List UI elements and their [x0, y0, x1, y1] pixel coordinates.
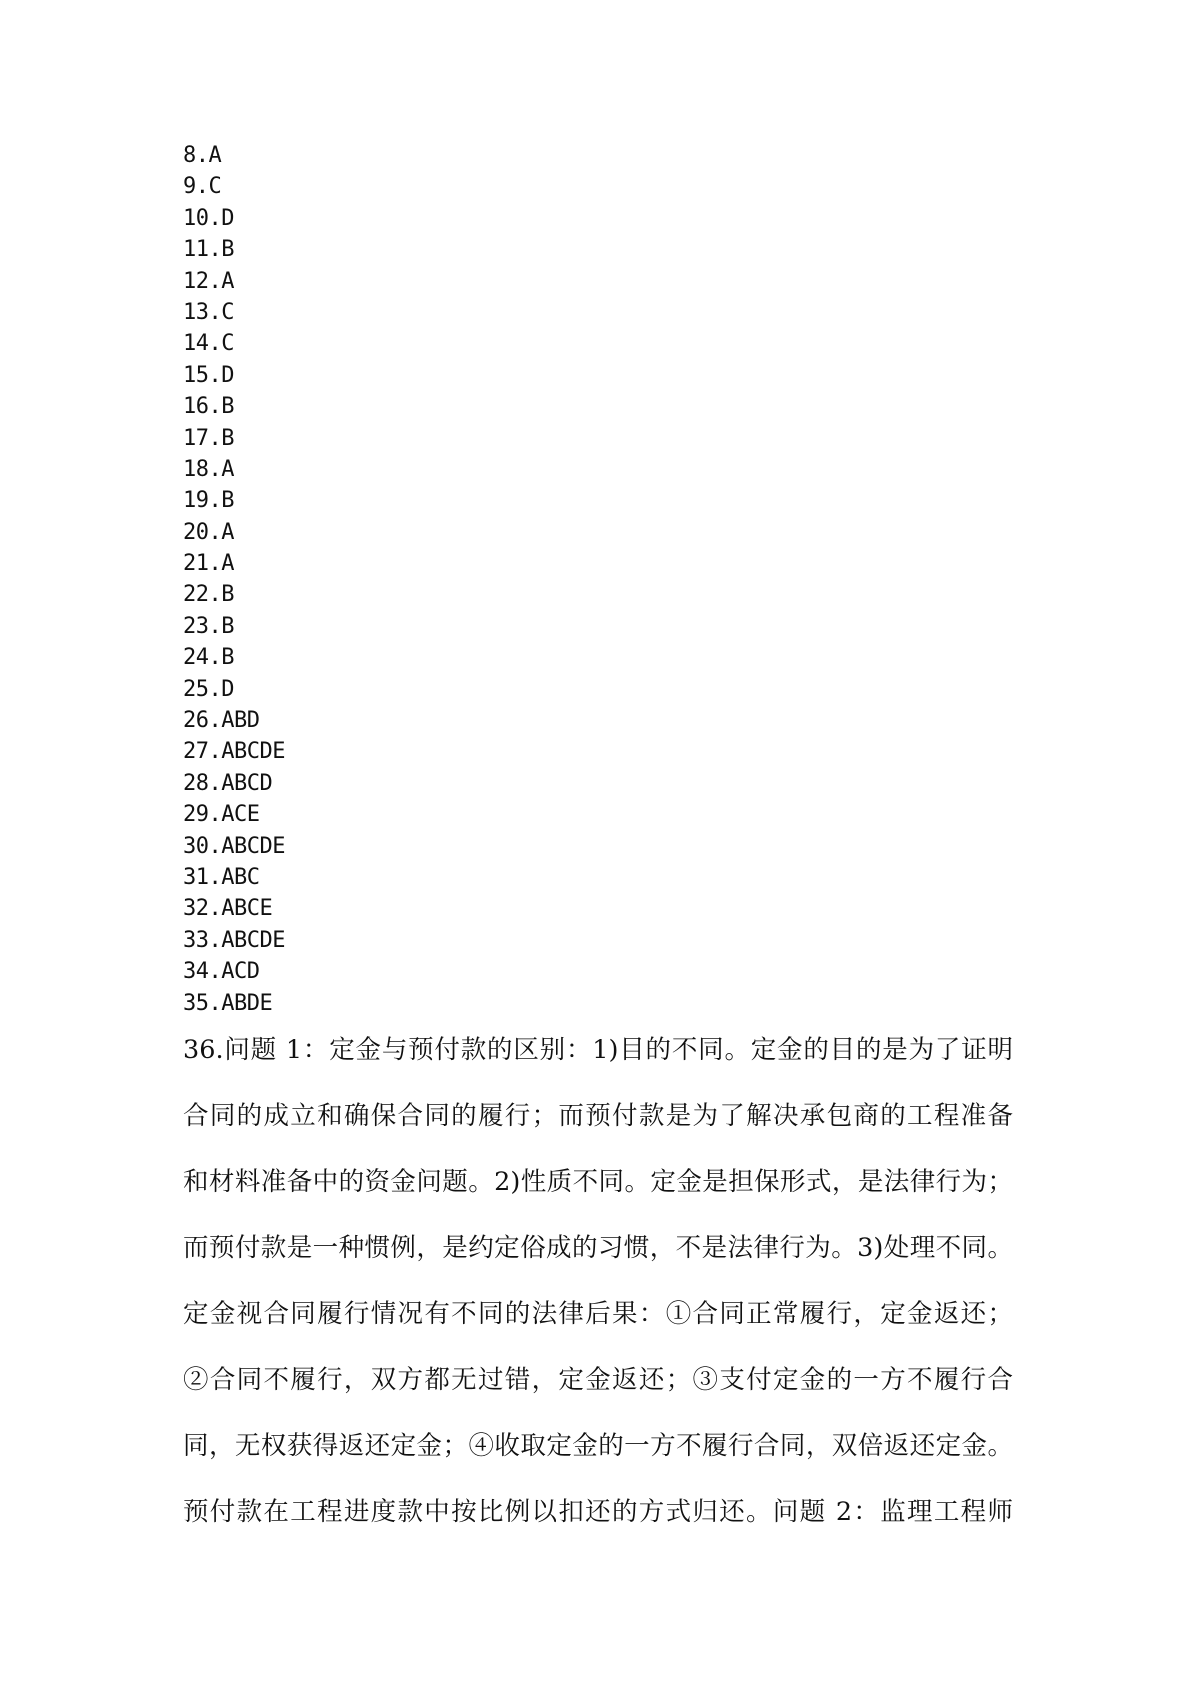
essay-line: 定金视合同履行情况有不同的法律后果：①合同正常履行，定金返还； — [183, 1299, 1013, 1329]
essay-line: ②合同不履行，双方都无过错，定金返还；③支付定金的一方不履行合 — [183, 1365, 1013, 1395]
answer-item: 34.ACD — [183, 959, 260, 985]
answer-list — [183, 140, 583, 1019]
answer-item: 18.A — [183, 456, 234, 482]
essay-line: 和材料准备中的资金问题。2)性质不同。定金是担保形式，是法律行为； — [183, 1167, 1013, 1197]
answer-item: 11.B — [183, 237, 234, 263]
answer-item: 25.D — [183, 676, 234, 702]
answer-item: 8.A — [183, 143, 222, 168]
answer-item: 27.ABCDE — [183, 739, 285, 765]
answer-item: 9.C — [183, 174, 222, 200]
answer-item: 35.ABDE — [183, 990, 273, 1016]
essay-line: 而预付款是一种惯例，是约定俗成的习惯，不是法律行为。3)处理不同。 — [183, 1233, 1013, 1263]
answer-item: 17.B — [183, 425, 234, 451]
answer-item: 12.A — [183, 268, 234, 294]
answer-item: 14.C — [183, 331, 234, 357]
answer-item: 24.B — [183, 645, 234, 671]
answer-item: 30.ABCDE — [183, 833, 285, 859]
answer-item: 16.B — [183, 394, 234, 420]
answer-item: 31.ABC — [183, 864, 260, 890]
essay-line: 36.问题 1：定金与预付款的区别：1)目的不同。定金的目的是为了证明 — [183, 1035, 1013, 1065]
answer-item: 28.ABCD — [183, 770, 273, 796]
answer-item: 20.A — [183, 519, 234, 545]
answer-item: 19.B — [183, 488, 234, 514]
answer-item: 23.B — [183, 613, 234, 639]
answer-item: 10.D — [183, 205, 234, 231]
essay-line: 合同的成立和确保合同的履行；而预付款是为了解决承包商的工程准备 — [183, 1101, 1013, 1131]
essay-answer-paragraph — [183, 1025, 1013, 1553]
essay-line: 预付款在工程进度款中按比例以扣还的方式归还。问题 2：监理工程师 — [183, 1497, 1013, 1527]
answer-item: 32.ABCE — [183, 896, 273, 922]
answer-item: 22.B — [183, 582, 234, 608]
answer-item: 21.A — [183, 551, 234, 577]
answer-item: 15.D — [183, 362, 234, 388]
answer-item: 33.ABCDE — [183, 927, 285, 953]
answer-item: 26.ABD — [183, 708, 260, 734]
answer-item: 29.ACE — [183, 802, 260, 828]
essay-line: 同，无权获得返还定金；④收取定金的一方不履行合同，双倍返还定金。 — [183, 1431, 1013, 1461]
answer-item: 13.C — [183, 299, 234, 325]
